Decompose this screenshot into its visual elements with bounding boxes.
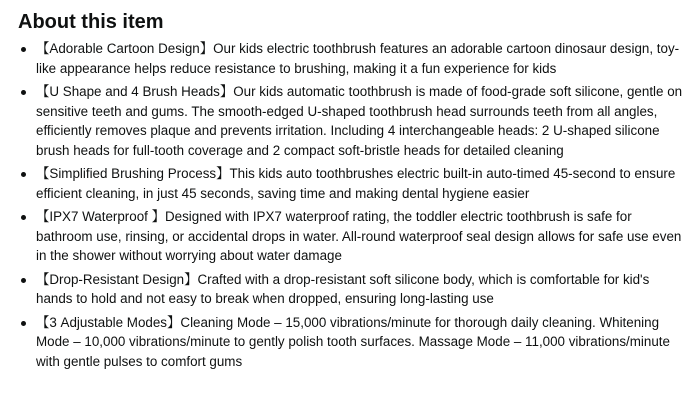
about-this-item-section [18, 9, 688, 375]
list-item [18, 82, 688, 160]
list-item [18, 313, 688, 372]
list-item [18, 207, 688, 266]
list-item [18, 270, 688, 309]
list-item-text: 【IPX7 Waterproof 】Designed with IPX7 waterproof rating, the toddler electric toothbrush is safe for bathroom use, rinsing, or accidental drops in water. All-round waterproof seal design allows for safe use even in the shower without worrying about water damage [36, 209, 682, 263]
section-title: About this item [18, 11, 164, 33]
bullet-dot-icon [21, 278, 26, 283]
list-item [18, 164, 688, 203]
list-item-text: 【Simplified Brushing Process】This kids auto toothbrushes electric built-in auto-timed 45-second to ensure efficient cleaning, in just 45 seconds, saving time and making dental hygiene easier [36, 166, 676, 201]
list-item-text: 【U Shape and 4 Brush Heads】Our kids automatic toothbrush is made of food-grade soft silicone, gentle on sensitive teeth and gums. The smooth-edged U-shaped toothbrush head surrounds teeth from all angles, efficiently removes plaque and prevents irritation. Including 4 interchangeable heads: 2 U-shaped silicone brush heads for full-tooth coverage and 2 compact soft-bristle heads for detailed cleaning [36, 84, 683, 158]
feature-bullet-list [18, 39, 688, 371]
list-item [18, 39, 688, 78]
bullet-dot-icon [21, 172, 26, 177]
list-item-text: 【Adorable Cartoon Design】Our kids electric toothbrush features an adorable cartoon dinosaur design, toy-like appearance helps reduce resistance to brushing, making it a fun experience for kids [36, 41, 680, 76]
list-item-text: 【Drop-Resistant Design】Crafted with a drop-resistant soft silicone body, which is comfortable for kid's hands to hold and not easy to break when dropped, ensuring long-lasting use [36, 271, 650, 306]
bullet-dot-icon [21, 90, 26, 95]
bullet-dot-icon [21, 47, 26, 52]
bullet-dot-icon [21, 321, 26, 326]
list-item-text: 【3 Adjustable Modes】Cleaning Mode – 15,000 vibrations/minute for thorough daily cleaning. Whitening Mode – 10,000 vibrations/minute to gently polish tooth surfaces. Massage Mode – 11,000 vibrations/minute with gentle pulses to comfort gums [36, 314, 670, 369]
bullet-dot-icon [21, 215, 26, 220]
